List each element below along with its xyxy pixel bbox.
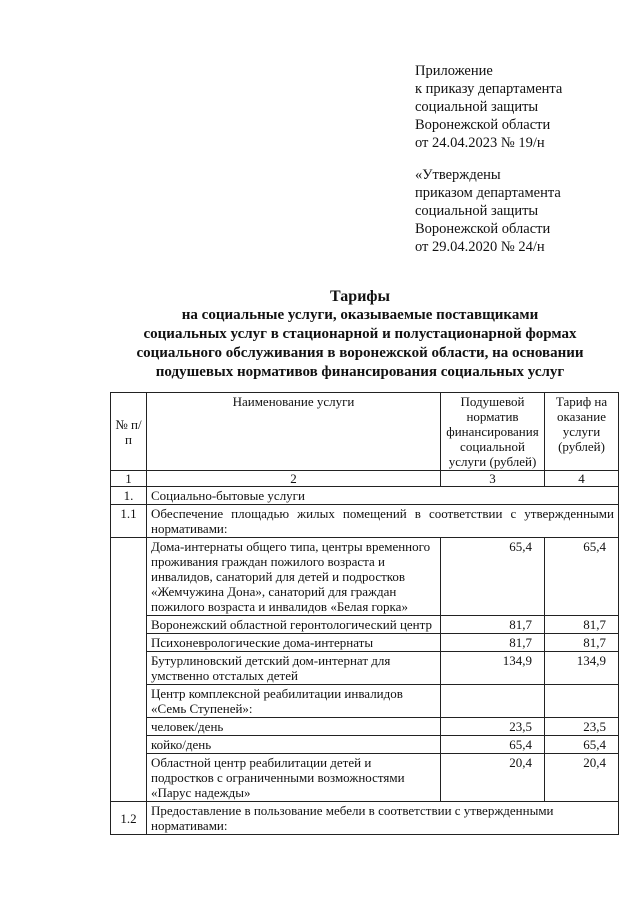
header-num: № п/п (111, 393, 147, 471)
index-cell: 2 (147, 471, 441, 487)
index-cell: 3 (441, 471, 545, 487)
row-num-empty (111, 718, 147, 736)
row-name: человек/день (147, 718, 441, 736)
row-name: Психоневрологические дома-интернаты (147, 634, 441, 652)
row-name: Предоставление в пользование мебели в соответствии с утвержденными нормативами: (147, 802, 619, 835)
table-row (111, 718, 619, 736)
item-row-1-1 (111, 505, 619, 538)
title-line: социальных услуг в стационарной и полустационарной формах (143, 326, 577, 342)
title-line: на социальные услуги, оказываемые поставщиками (181, 307, 539, 323)
tariffs-table (110, 392, 619, 835)
row-tariff: 134,9 (545, 652, 619, 685)
row-name: Дома-интернаты общего типа, центры временного проживания граждан пожилого возраста и инвалидов, санаторий для детей и подростков «Жемчужина Дона», санаторий для граждан пожилого возраста и инвалидов «Белая горка» (147, 538, 441, 616)
approval-line: от 29.04.2020 № 24/н (415, 239, 545, 255)
approval-line: «Утверждены (415, 167, 501, 183)
header-norm: Подушевой норматив финансирования социальной услуги (рублей) (441, 393, 545, 471)
item-row-1-2 (111, 802, 619, 835)
approval-line: приказом департамента (415, 185, 561, 201)
row-norm: 134,9 (441, 652, 545, 685)
document-title (100, 287, 620, 382)
row-tariff: 20,4 (545, 754, 619, 802)
table-row (111, 634, 619, 652)
row-num: 1.2 (111, 802, 147, 835)
row-name: Областной центр реабилитации детей и подростков с ограниченными возможностями «Парус надежды» (147, 754, 441, 802)
row-norm: 81,7 (441, 616, 545, 634)
row-tariff: 23,5 (545, 718, 619, 736)
row-num-empty (111, 634, 147, 652)
row-name: койко/день (147, 736, 441, 754)
header-name: Наименование услуги (147, 393, 441, 471)
table-row (111, 685, 619, 718)
section-row (111, 487, 619, 505)
table-header-row (111, 393, 619, 471)
table-row (111, 538, 619, 616)
appendix-line: Приложение (415, 63, 493, 79)
title-line: подушевых нормативов финансирования социальных услуг (155, 364, 565, 380)
row-norm: 81,7 (441, 634, 545, 652)
row-num-empty (111, 736, 147, 754)
index-cell: 4 (545, 471, 619, 487)
title-line: социального обслуживания в воронежской области, на основании (136, 345, 584, 361)
row-name: Центр комплексной реабилитации инвалидов «Семь Ступеней»: (147, 685, 441, 718)
column-index-row (111, 471, 619, 487)
row-num-empty (111, 616, 147, 634)
row-norm: 65,4 (441, 538, 545, 616)
approval-line: социальной защиты (415, 203, 539, 219)
row-tariff: 65,4 (545, 736, 619, 754)
row-num-empty (111, 685, 147, 718)
row-name: Бутурлиновский детский дом-интернат для умственно отсталых детей (147, 652, 441, 685)
row-norm: 65,4 (441, 736, 545, 754)
title-main: Тарифы (330, 288, 390, 305)
row-num-empty (111, 652, 147, 685)
row-num: 1. (111, 487, 147, 505)
table-row (111, 652, 619, 685)
row-name: Воронежский областной геронтологический центр (147, 616, 441, 634)
row-num: 1.1 (111, 505, 147, 538)
approval-line: Воронежской области (415, 221, 551, 237)
row-tariff: 81,7 (545, 616, 619, 634)
row-tariff: 81,7 (545, 634, 619, 652)
appendix-line: от 24.04.2023 № 19/н (415, 135, 545, 151)
table-row (111, 754, 619, 802)
table-row (111, 736, 619, 754)
index-cell: 1 (111, 471, 147, 487)
table-row (111, 616, 619, 634)
row-norm: 20,4 (441, 754, 545, 802)
appendix-line: социальной защиты (415, 99, 539, 115)
row-num-empty (111, 538, 147, 616)
appendix-line: к приказу департамента (415, 81, 563, 97)
row-norm: 23,5 (441, 718, 545, 736)
row-tariff: 65,4 (545, 538, 619, 616)
row-num-empty (111, 754, 147, 802)
appendix-note (415, 62, 562, 152)
row-norm (441, 685, 545, 718)
approval-note (415, 166, 561, 256)
row-tariff (545, 685, 619, 718)
row-name: Социально-бытовые услуги (147, 487, 619, 505)
row-name: Обеспечение площадью жилых помещений в соответствии с утвержденными нормативами: (147, 505, 619, 538)
appendix-line: Воронежской области (415, 117, 551, 133)
header-tariff: Тариф на оказание услуги (рублей) (545, 393, 619, 471)
